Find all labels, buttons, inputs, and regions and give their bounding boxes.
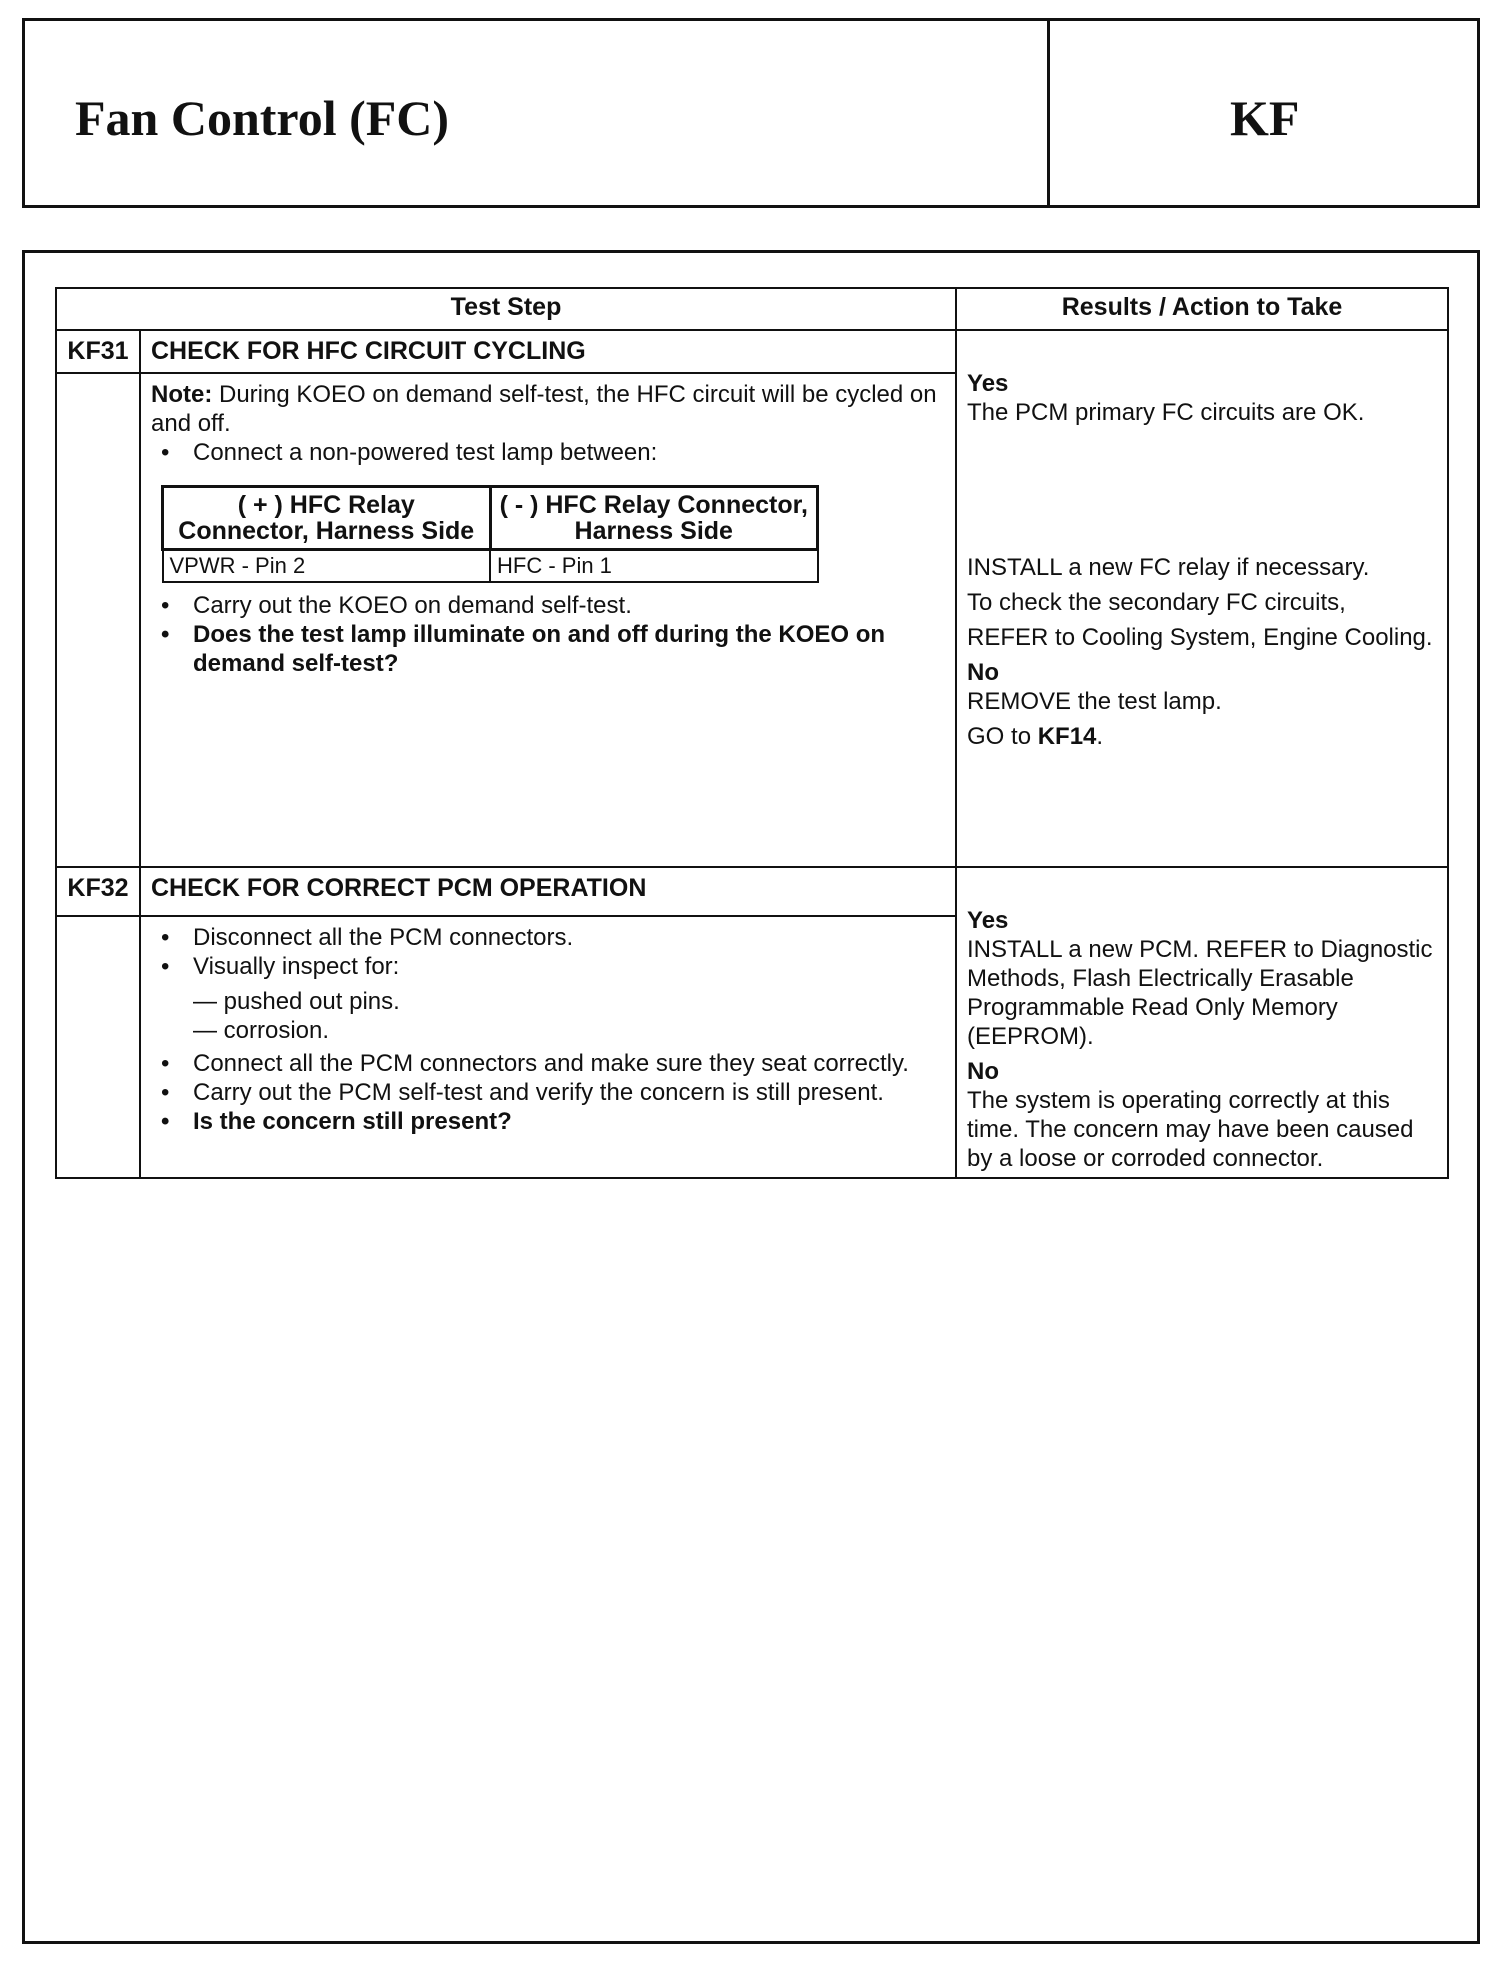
kf31-remove-text: REMOVE the test lamp.	[967, 688, 1222, 715]
kf32-dash-2: — corrosion.	[193, 1016, 330, 1044]
kf31-note-label: Note:	[151, 381, 213, 408]
kf31-bullet-3: • Does the test lamp illuminate on and off during the KOEO on demand self-test?	[151, 620, 939, 678]
kf32-bullet-2: • Visually inspect for:	[151, 952, 939, 981]
step-kf32-spacer	[56, 916, 140, 1178]
kf32-bullet-3: • Connect all the PCM connectors and make sure they seat correctly.	[151, 1049, 939, 1078]
header-box	[22, 18, 1480, 208]
step-id-kf31: KF31	[56, 330, 140, 373]
kf31-goto-prefix: GO to	[967, 723, 1038, 750]
kf31-goto	[967, 722, 1443, 751]
kf31-bullets-a	[151, 438, 939, 467]
kf31-bullet-1: • Connect a non-powered test lamp between:	[151, 438, 939, 467]
kf31-install-text: INSTALL a new FC relay if necessary.	[967, 554, 1370, 581]
connector-value-row	[163, 550, 818, 583]
kf31-check-text: To check the secondary FC circuits,	[967, 589, 1346, 616]
kf32-dash-1: — pushed out pins.	[193, 987, 400, 1015]
connector-value-negative: HFC - Pin 1	[490, 550, 818, 583]
connector-value-positive: VPWR - Pin 2	[163, 550, 491, 583]
kf32-bullets-b	[151, 1049, 939, 1136]
step-kf32-title-row	[56, 867, 1448, 916]
results-kf31	[956, 330, 1448, 867]
kf31-note-text: During KOEO on demand self-test, the HFC circuit will be cycled on and off.	[151, 381, 937, 437]
kf31-goto-suffix: .	[1096, 723, 1104, 750]
step-id-kf32: KF32	[56, 867, 140, 916]
header-divider	[1047, 21, 1050, 205]
kf31-bullet-2: • Carry out the KOEO on demand self-test.	[151, 591, 939, 620]
kf32-no-label: No	[967, 1058, 1000, 1085]
kf31-yes-label: Yes	[967, 370, 1009, 397]
column-header-results: Results / Action to Take	[956, 288, 1448, 330]
kf32-yes-text: INSTALL a new PCM. REFER to Diagnostic Methods, Flash Electrically Erasable Programmable Read Only Memory (EEPROM).	[967, 936, 1433, 1050]
step-body-kf32	[140, 916, 956, 1178]
kf31-goto-target: KF14	[1037, 723, 1097, 750]
step-title-kf32: CHECK FOR CORRECT PCM OPERATION	[140, 867, 956, 916]
kf31-note	[151, 380, 939, 438]
connector-head-negative: ( - ) HFC Relay Connector, Harness Side	[490, 487, 818, 550]
kf31-refer-text: REFER to Cooling System, Engine Cooling.	[967, 624, 1433, 651]
step-kf31-spacer	[56, 373, 140, 867]
step-body-kf31	[140, 373, 956, 867]
kf32-bullets-a	[151, 923, 939, 981]
connector-head-positive: ( + ) HFC Relay Connector, Harness Side	[163, 487, 491, 550]
test-step-table	[55, 287, 1449, 1179]
connector-table	[161, 485, 819, 583]
results-kf32	[956, 867, 1448, 1178]
kf32-bullet-4: • Carry out the PCM self-test and verify the concern is still present.	[151, 1078, 939, 1107]
kf32-bullet-5: • Is the concern still present?	[151, 1107, 939, 1136]
kf31-no-label: No	[967, 659, 1000, 686]
kf31-bullets-b	[151, 591, 939, 678]
kf32-yes-label: Yes	[967, 907, 1009, 934]
page-title: Fan Control (FC)	[75, 90, 450, 146]
table-header-row	[56, 288, 1448, 330]
kf32-inspect-list	[151, 987, 939, 1045]
kf31-yes-text: The PCM primary FC circuits are OK.	[967, 399, 1365, 426]
column-header-test-step: Test Step	[56, 288, 956, 330]
section-code: KF	[1230, 90, 1300, 146]
kf32-no-text: The system is operating correctly at this time. The concern may have been caused by a loose or corroded connector.	[967, 1087, 1414, 1172]
step-kf31-title-row	[56, 330, 1448, 373]
step-title-kf31: CHECK FOR HFC CIRCUIT CYCLING	[140, 330, 956, 373]
connector-header-row	[163, 487, 818, 550]
kf32-bullet-1: • Disconnect all the PCM connectors.	[151, 923, 939, 952]
